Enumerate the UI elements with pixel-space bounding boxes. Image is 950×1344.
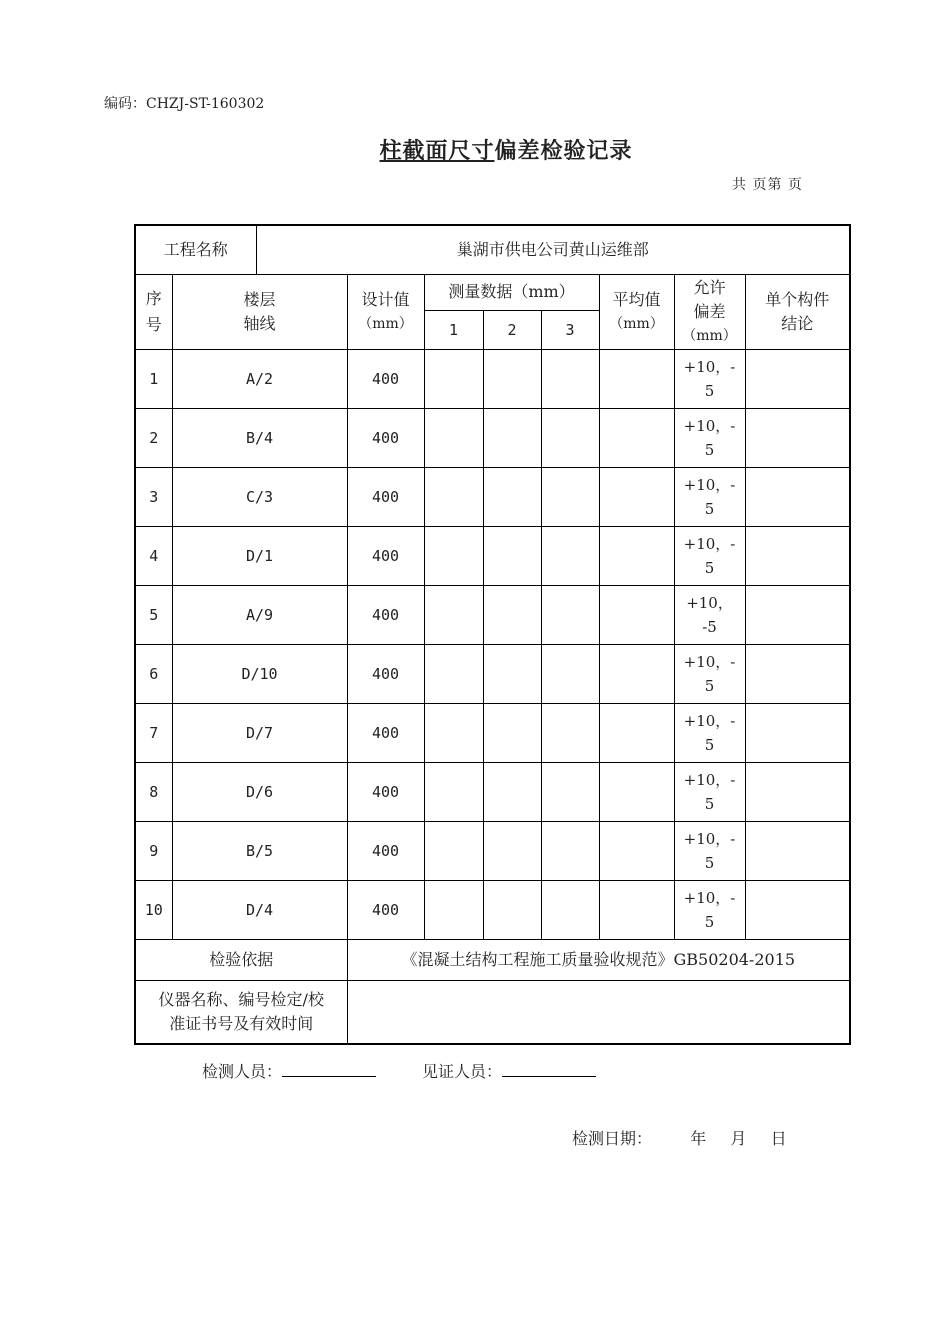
header-concl-line2: 结论: [781, 313, 814, 333]
row-tolerance: [674, 644, 745, 703]
row-seq: 1: [135, 349, 172, 408]
tolerance-line1: +10，-: [683, 711, 736, 730]
header-concl-line1: 单个构件: [765, 289, 830, 309]
row-seq: 8: [135, 762, 172, 821]
row-design: 400: [347, 349, 424, 408]
tolerance-line2: 5: [704, 499, 715, 518]
row-seq: 2: [135, 408, 172, 467]
row-tolerance: [674, 467, 745, 526]
row-measure-1[interactable]: [424, 880, 483, 939]
row-seq: 9: [135, 821, 172, 880]
inspector-signature: [202, 1058, 376, 1082]
row-tolerance: [674, 585, 745, 644]
table-row: [135, 349, 850, 408]
instrument-value[interactable]: [347, 980, 850, 1044]
tolerance-line2: 5: [704, 558, 715, 577]
page-title: [0, 134, 950, 165]
header-tol-line1: 允许: [693, 277, 726, 297]
row-conclusion[interactable]: [745, 821, 850, 880]
header-design: [347, 274, 424, 349]
inspection-table: [134, 224, 851, 1045]
row-measure-3[interactable]: [541, 703, 599, 762]
row-conclusion[interactable]: [745, 703, 850, 762]
tolerance-line1: +10，-: [683, 829, 736, 848]
row-measure-2[interactable]: [483, 644, 541, 703]
row-average[interactable]: [599, 644, 674, 703]
row-measure-3[interactable]: [541, 349, 599, 408]
row-axis: D/1: [172, 526, 347, 585]
date-day: 日: [770, 1129, 787, 1148]
inspection-date: [572, 1126, 787, 1149]
row-axis: D/6: [172, 762, 347, 821]
witness-signature: [422, 1058, 596, 1082]
row-tolerance: [674, 821, 745, 880]
row-tolerance: [674, 880, 745, 939]
table-row: [135, 880, 850, 939]
row-measure-2[interactable]: [483, 349, 541, 408]
row-axis: D/10: [172, 644, 347, 703]
table-row: [135, 703, 850, 762]
row-average[interactable]: [599, 349, 674, 408]
row-design: 400: [347, 644, 424, 703]
project-label: 工程名称: [135, 225, 256, 274]
witness-label: 见证人员：: [422, 1062, 503, 1081]
row-axis: C/3: [172, 467, 347, 526]
tolerance-line2: 5: [704, 381, 715, 400]
tolerance-line2: 5: [704, 676, 715, 695]
row-design: 400: [347, 526, 424, 585]
row-average[interactable]: [599, 526, 674, 585]
row-average[interactable]: [599, 703, 674, 762]
row-measure-3[interactable]: [541, 762, 599, 821]
row-measure-2[interactable]: [483, 526, 541, 585]
row-tolerance: [674, 762, 745, 821]
row-design: 400: [347, 467, 424, 526]
project-row: [135, 225, 850, 274]
row-measure-2[interactable]: [483, 467, 541, 526]
header-design-line2: （mm）: [358, 315, 413, 332]
row-seq: 5: [135, 585, 172, 644]
tolerance-line1: +10，-: [683, 888, 736, 907]
basis-label: 检验依据: [135, 939, 347, 980]
row-axis: B/4: [172, 408, 347, 467]
row-measure-1[interactable]: [424, 644, 483, 703]
row-conclusion[interactable]: [745, 467, 850, 526]
date-year: 年: [690, 1129, 707, 1148]
row-measure-3[interactable]: [541, 467, 599, 526]
tolerance-line2: 5: [704, 440, 715, 459]
header-m2: 2: [483, 310, 541, 349]
row-seq: 4: [135, 526, 172, 585]
table-row: [135, 644, 850, 703]
tolerance-line2: 5: [704, 912, 715, 931]
header-avg-line2: （mm）: [609, 315, 664, 332]
header-tolerance: [674, 274, 745, 349]
document-code: 编码：CHZJ-ST-160302: [104, 96, 265, 112]
row-measure-2[interactable]: [483, 408, 541, 467]
instrument-label-line2: 准证书号及有效时间: [169, 1013, 314, 1033]
header-tol-line3: （mm）: [682, 327, 737, 344]
row-axis: D/4: [172, 880, 347, 939]
row-measure-3[interactable]: [541, 526, 599, 585]
row-conclusion[interactable]: [745, 585, 850, 644]
row-conclusion[interactable]: [745, 644, 850, 703]
row-design: 400: [347, 880, 424, 939]
basis-value: 《混凝土结构工程施工质量验收规范》GB50204-2015: [347, 939, 850, 980]
row-tolerance: [674, 349, 745, 408]
table-row: [135, 821, 850, 880]
tolerance-line2: -5: [702, 617, 717, 636]
tolerance-line1: +10，-: [683, 357, 736, 376]
row-design: 400: [347, 408, 424, 467]
title-underlined-part: 柱截面尺寸: [379, 138, 495, 164]
header-avg-line1: 平均值: [612, 289, 661, 309]
row-design: 400: [347, 821, 424, 880]
row-average[interactable]: [599, 821, 674, 880]
table-row: [135, 762, 850, 821]
row-measure-1[interactable]: [424, 703, 483, 762]
row-average[interactable]: [599, 585, 674, 644]
row-measure-3[interactable]: [541, 408, 599, 467]
table-row: [135, 467, 850, 526]
row-axis: D/7: [172, 703, 347, 762]
row-axis: B/5: [172, 821, 347, 880]
row-measure-3[interactable]: [541, 644, 599, 703]
row-seq: 6: [135, 644, 172, 703]
row-axis: A/2: [172, 349, 347, 408]
tolerance-line2: 5: [704, 735, 715, 754]
header-design-line1: 设计值: [361, 289, 410, 309]
header-m3: 3: [541, 310, 599, 349]
row-measure-1[interactable]: [424, 349, 483, 408]
header-tol-line2: 偏差: [693, 301, 726, 321]
table-row: [135, 585, 850, 644]
row-measure-2[interactable]: [483, 585, 541, 644]
row-measure-1[interactable]: [424, 467, 483, 526]
page-counter: 共 页第 页: [732, 177, 803, 193]
date-month: 月: [730, 1129, 747, 1148]
tolerance-line2: 5: [704, 853, 715, 872]
row-seq: 10: [135, 880, 172, 939]
row-measure-2[interactable]: [483, 880, 541, 939]
row-tolerance: [674, 703, 745, 762]
row-conclusion[interactable]: [745, 880, 850, 939]
tolerance-line1: +10，-: [683, 652, 736, 671]
instrument-label-line1: 仪器名称、编号检定/校: [158, 989, 324, 1009]
row-tolerance: [674, 526, 745, 585]
table-row: [135, 408, 850, 467]
row-measure-1[interactable]: [424, 762, 483, 821]
row-measure-1[interactable]: [424, 821, 483, 880]
row-seq: 3: [135, 467, 172, 526]
project-value: 巢湖市供电公司黄山运维部: [256, 225, 850, 274]
header-floor-axis: [172, 274, 347, 349]
row-tolerance: [674, 408, 745, 467]
instrument-row: [135, 980, 850, 1044]
inspector-blank[interactable]: [282, 1058, 376, 1077]
header-m1: 1: [424, 310, 483, 349]
row-average[interactable]: [599, 408, 674, 467]
row-average[interactable]: [599, 762, 674, 821]
row-measure-1[interactable]: [424, 526, 483, 585]
tolerance-line2: 5: [704, 794, 715, 813]
tolerance-line1: +10，: [686, 593, 733, 612]
inspector-label: 检测人员：: [202, 1062, 283, 1081]
row-design: 400: [347, 762, 424, 821]
row-measure-3[interactable]: [541, 821, 599, 880]
tolerance-line1: +10，-: [683, 770, 736, 789]
row-measure-2[interactable]: [483, 762, 541, 821]
row-measure-1[interactable]: [424, 408, 483, 467]
title-rest: 偏差检验记录: [494, 138, 633, 164]
row-seq: 7: [135, 703, 172, 762]
row-measure-3[interactable]: [541, 880, 599, 939]
header-floor-line2: 轴线: [243, 313, 276, 333]
tolerance-line1: +10，-: [683, 475, 736, 494]
header-floor-line1: 楼层: [243, 289, 276, 309]
row-design: 400: [347, 585, 424, 644]
table-row: [135, 526, 850, 585]
row-axis: A/9: [172, 585, 347, 644]
row-conclusion[interactable]: [745, 526, 850, 585]
row-conclusion[interactable]: [745, 762, 850, 821]
row-design: 400: [347, 703, 424, 762]
header-conclusion: [745, 274, 850, 349]
tolerance-line1: +10，-: [683, 534, 736, 553]
date-label: 检测日期：: [572, 1129, 653, 1148]
header-row-1: [135, 274, 850, 310]
basis-row: [135, 939, 850, 980]
tolerance-line1: +10，-: [683, 416, 736, 435]
header-seq: [135, 274, 172, 349]
row-measure-1[interactable]: [424, 585, 483, 644]
instrument-label: [135, 980, 347, 1044]
row-average[interactable]: [599, 467, 674, 526]
header-avg: [599, 274, 674, 349]
row-measure-2[interactable]: [483, 703, 541, 762]
row-measure-2[interactable]: [483, 821, 541, 880]
witness-blank[interactable]: [502, 1058, 596, 1077]
header-seq-text: 序号: [145, 288, 162, 334]
row-conclusion[interactable]: [745, 349, 850, 408]
row-average[interactable]: [599, 880, 674, 939]
header-measure: 测量数据（mm）: [424, 274, 599, 310]
row-measure-3[interactable]: [541, 585, 599, 644]
row-conclusion[interactable]: [745, 408, 850, 467]
